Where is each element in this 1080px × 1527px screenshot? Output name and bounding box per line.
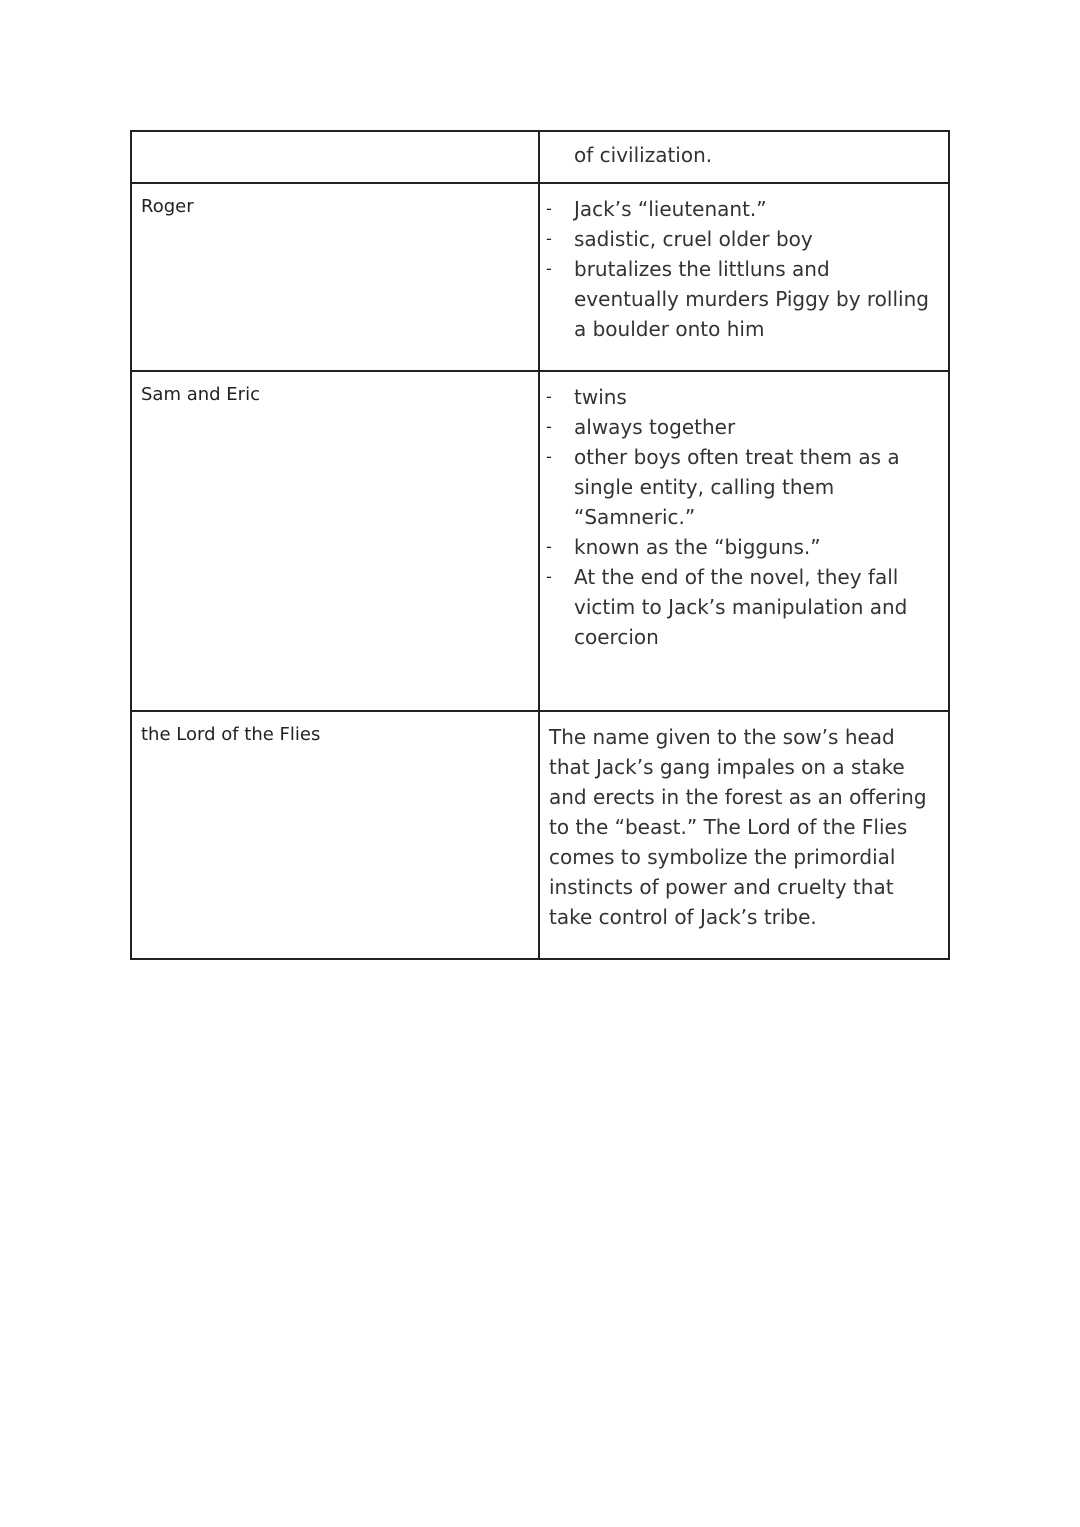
character-name-cell — [131, 131, 539, 183]
character-description-cell — [539, 371, 949, 711]
dash-bullet: - — [546, 417, 552, 436]
dash-bullet: - — [546, 537, 552, 556]
dash-bullet: - — [546, 387, 552, 406]
dash-bullet: - — [546, 567, 552, 586]
character-table — [130, 130, 950, 960]
character-description-cell — [539, 711, 949, 959]
dash-bullet: - — [546, 259, 552, 278]
dash-bullet: - — [546, 447, 552, 466]
character-name-cell — [131, 183, 539, 371]
list-item: - At the end of the novel, they fall victim to Jack’s manipulation and coercion — [574, 562, 934, 652]
trait-list — [540, 372, 948, 652]
character-description-cell — [539, 131, 949, 183]
character-name-cell — [131, 371, 539, 711]
table-row — [131, 183, 949, 371]
list-item: - brutalizes the littluns and eventually murders Piggy by rolling a boulder onto him — [574, 254, 934, 344]
character-name-cell — [131, 711, 539, 959]
table-row — [131, 711, 949, 959]
character-name: the Lord of the Flies — [141, 724, 321, 745]
character-description-cell — [539, 183, 949, 371]
table-row — [131, 131, 949, 183]
list-item: - always together — [574, 412, 934, 442]
list-item: - sadistic, cruel older boy — [574, 224, 934, 254]
character-name: Sam and Eric — [141, 384, 260, 405]
continuation-text: of civilization. — [574, 143, 713, 167]
list-item: - Jack’s “lieutenant.” — [574, 194, 934, 224]
description-paragraph: The name given to the sow’s head that Jack’s gang impales on a stake and erects in the forest as an offering to the “beast.” The Lord of the Flies comes to symbolize the primordial instincts of power and cruelty that take control of Jack’s tribe. — [549, 725, 927, 929]
dash-bullet: - — [546, 229, 552, 248]
list-item: - twins — [574, 382, 934, 412]
character-name: Roger — [141, 196, 194, 217]
dash-bullet: - — [546, 199, 552, 218]
trait-list — [540, 184, 948, 344]
list-item: - known as the “bigguns.” — [574, 532, 934, 562]
list-item: - other boys often treat them as a single entity, calling them “Samneric.” — [574, 442, 934, 532]
table-row — [131, 371, 949, 711]
